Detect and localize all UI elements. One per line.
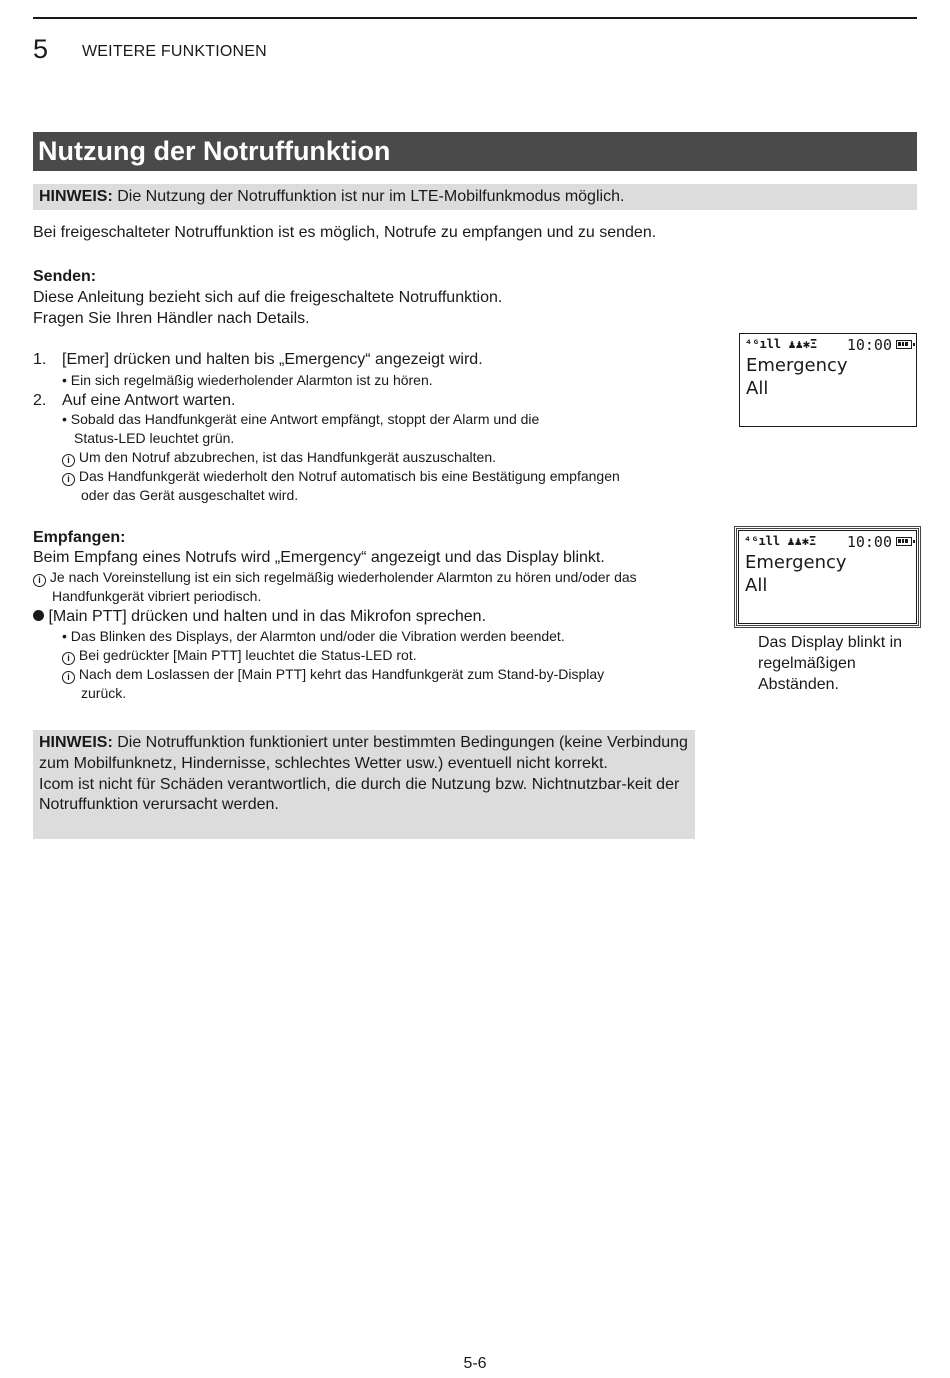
empfangen-line1: Beim Empfang eines Notrufs wird „Emergency“ angezeigt und das Display blinkt. bbox=[33, 549, 605, 566]
note-text: Die Nutzung der Notruffunktion ist nur im LTE-Mobilfunkmodus möglich. bbox=[112, 188, 625, 205]
status-icons: ⁴ᴳıll ♟♟✱Ξ bbox=[745, 337, 818, 351]
status-icons: ⁴ᴳıll ♟♟✱Ξ bbox=[744, 534, 817, 548]
empfangen-sub3b: zurück. bbox=[81, 685, 127, 701]
display-line2: All bbox=[746, 378, 769, 399]
note-label: HINWEIS: bbox=[39, 734, 113, 751]
step2-sub3b: oder das Gerät ausgeschaltet wird. bbox=[81, 487, 299, 503]
step2-sub3a: i Das Handfunkgerät wiederholt den Notruf automatisch bis eine Bestätigung empfangen bbox=[62, 467, 620, 486]
clock: 10:00 bbox=[846, 533, 892, 551]
senden-heading: Senden: bbox=[33, 268, 97, 285]
step2-sub2: i Um den Notruf abzubrechen, ist das Handfunkgerät auszuschalten. bbox=[62, 448, 496, 467]
empfangen-sub2: i Bei gedrückter [Main PTT] leuchtet die Status-LED rot. bbox=[62, 646, 417, 665]
note-label: HINWEIS: bbox=[39, 188, 113, 205]
chapter-number: 5 bbox=[33, 34, 49, 64]
step2-text: Auf eine Antwort warten. bbox=[62, 392, 236, 409]
display-line2: All bbox=[745, 575, 768, 596]
note-top bbox=[33, 184, 917, 210]
step2-sub1b: Status-LED leuchtet grün. bbox=[74, 430, 235, 446]
note-text2: Icom ist nicht für Schäden verantwortlich, die durch die Nutzung bzw. Nichtnutzbar-keit der Notruffunktion verursacht werden. bbox=[39, 775, 680, 814]
note-bottom bbox=[33, 730, 695, 839]
display-line1: Emergency bbox=[746, 355, 848, 376]
empfangen-bullet: [Main PTT] drücken und halten und in das Mikrofon sprechen. bbox=[33, 607, 486, 627]
step1-number: 1. bbox=[33, 351, 47, 368]
note-text: Die Notruffunktion funktioniert unter bestimmten Bedingungen (keine Verbindung zum Mobilfunknetz, Hindernisse, schlechtes Wetter usw.) eventuell nicht korrekt. bbox=[39, 734, 688, 772]
clock: 10:00 bbox=[846, 336, 892, 354]
empfangen-sub1: • Das Blinken des Displays, der Alarmton und/oder die Vibration werden beendet. bbox=[62, 628, 565, 644]
empfangen-sub3a: i Nach dem Loslassen der [Main PTT] kehrt das Handfunkgerät zum Stand-by-Display bbox=[62, 665, 604, 684]
step2-number: 2. bbox=[33, 392, 47, 409]
step1-sub1: • Ein sich regelmäßig wiederholender Alarmton ist zu hören. bbox=[62, 372, 433, 388]
info-icon: i bbox=[62, 671, 75, 684]
senden-line2: Fragen Sie Ihren Händler nach Details. bbox=[33, 310, 310, 327]
section-title: Nutzung der Notruffunktion bbox=[33, 132, 917, 171]
info-icon: i bbox=[62, 652, 75, 665]
senden-line1: Diese Anleitung bezieht sich auf die freigeschaltete Notruffunktion. bbox=[33, 289, 503, 306]
top-rule bbox=[33, 17, 917, 19]
step1-text: [Emer] drücken und halten bis „Emergency“ angezeigt wird. bbox=[62, 351, 483, 368]
info-icon: i bbox=[62, 454, 75, 467]
empfangen-info1a: i Je nach Voreinstellung ist ein sich regelmäßig wiederholender Alarmton zu hören und/oder das bbox=[33, 568, 637, 587]
empfangen-heading: Empfangen: bbox=[33, 529, 126, 546]
lcd-display-sending bbox=[739, 333, 917, 427]
display-line1: Emergency bbox=[745, 552, 847, 573]
page-number: 5-6 bbox=[463, 1355, 487, 1372]
bullet-dot-icon bbox=[33, 610, 44, 621]
intro-text: Bei freigeschalteter Notruffunktion ist es möglich, Notrufe zu empfangen und zu senden. bbox=[33, 224, 657, 241]
info-icon: i bbox=[33, 574, 46, 587]
lcd-display-frame bbox=[734, 526, 921, 628]
lcd-display-receiving bbox=[738, 530, 917, 624]
battery-icon bbox=[896, 340, 912, 349]
chapter-title: WEITERE FUNKTIONEN bbox=[82, 43, 267, 60]
empfangen-info1b: Handfunkgerät vibriert periodisch. bbox=[52, 588, 262, 604]
battery-icon bbox=[896, 537, 912, 546]
info-icon: i bbox=[62, 473, 75, 486]
step2-sub1a: • Sobald das Handfunkgerät eine Antwort empfängt, stoppt der Alarm und die bbox=[62, 411, 540, 427]
display-caption: Das Display blinkt in regelmäßigen Abständen. bbox=[758, 634, 903, 693]
